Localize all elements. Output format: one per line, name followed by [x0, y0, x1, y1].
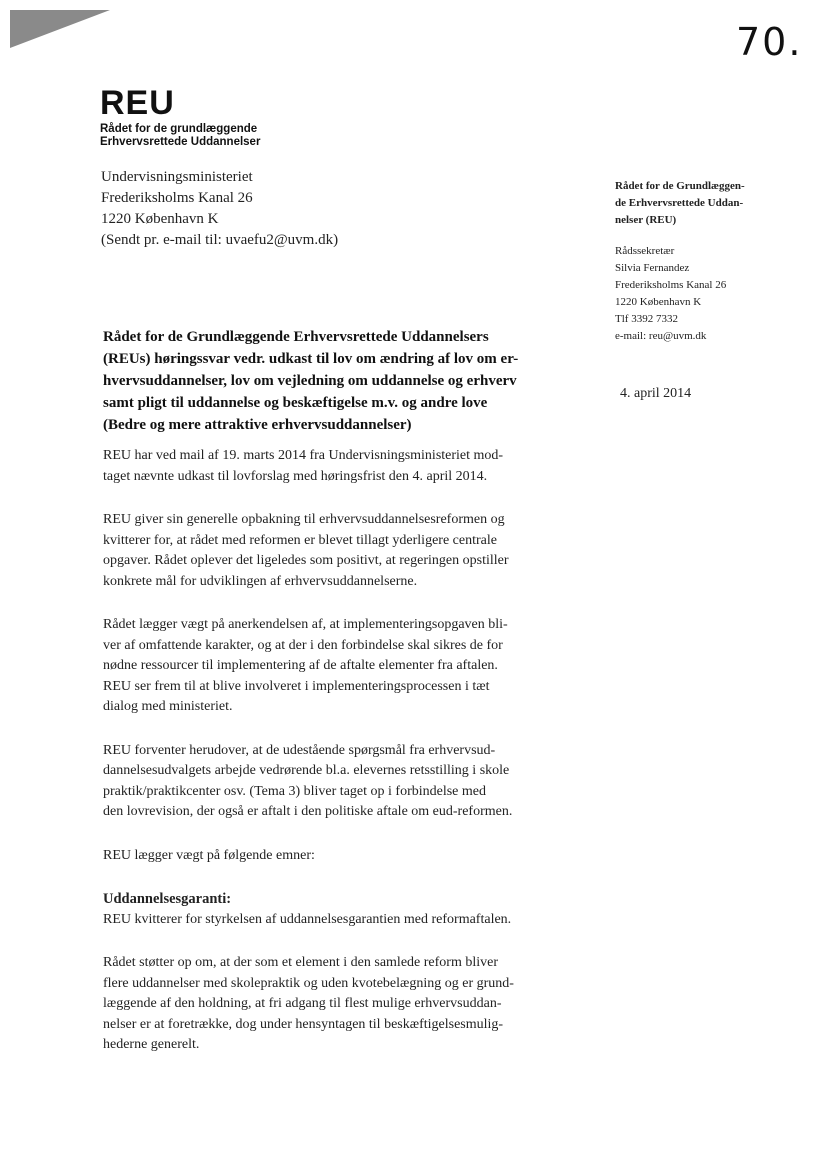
- subject-line: (REUs) høringssvar vedr. udkast til lov om ændring af lov om er-: [103, 351, 519, 367]
- body-paragraph: [103, 910, 558, 931]
- body-line: kvitterer for, at rådet med reformen er blevet tillagt yderligere centrale: [103, 532, 497, 548]
- body-paragraph: [103, 615, 558, 718]
- body-line: dannelsesudvalgets arbejde vedrørende bl.a. elevernes retsstilling i skole: [103, 763, 510, 778]
- body-line: praktik/praktikcenter osv. (Tema 3) bliver taget op i forbindelse med: [103, 783, 486, 799]
- recipient-line: Frederiksholms Kanal 26: [101, 190, 253, 206]
- letter-date: 4. april 2014: [620, 386, 692, 401]
- recipient-address: [101, 167, 338, 251]
- sender-organization: [615, 178, 805, 229]
- logo-subtitle-line: Erhvervsrettede Uddannelser: [100, 136, 261, 148]
- scan-corner-mark: [10, 10, 110, 48]
- logo-title: REU: [100, 84, 175, 122]
- letter-body: [103, 446, 558, 1079]
- section-heading: Uddannelsesgaranti:: [103, 891, 232, 907]
- sender-org-line: Rådet for de Grundlæggen-: [615, 180, 745, 192]
- subject-line: (Bedre og mere attraktive erhvervsuddannelser): [103, 417, 412, 433]
- body-line: REU forventer herudover, at de udestående spørgsmål fra erhvervsud-: [103, 742, 496, 758]
- body-line: Rådet lægger vægt på anerkendelsen af, at implementeringsopgaven bli-: [103, 617, 508, 632]
- sender-line: Tlf 3392 7332: [615, 313, 678, 325]
- body-line: flere uddannelser med skolepraktik og uden kvotebelægning og er grund-: [103, 975, 514, 991]
- body-line: læggende af den holdning, at fri adgang til flest mulige erhvervsuddan-: [103, 996, 502, 1011]
- body-paragraph: [103, 741, 558, 823]
- body-paragraph: [103, 953, 558, 1056]
- sender-block: [615, 178, 805, 345]
- sender-email: e-mail: reu@uvm.dk: [615, 330, 707, 342]
- subject-line: hvervsuddannelser, lov om vejledning om uddannelse og erhverv: [103, 373, 517, 389]
- sender-org-line: nelser (REU): [615, 214, 677, 226]
- body-line: ver af omfattende karakter, og at der i den forbindelse skal sikres de for: [103, 637, 503, 653]
- body-line: taget nævnte udkast til lovforslag med høringsfrist den 4. april 2014.: [103, 468, 488, 484]
- body-line: REU kvitterer for styrkelsen af uddannelsesgarantien med reformaftalen.: [103, 911, 512, 927]
- handwritten-page-number: 70.: [736, 20, 803, 64]
- body-line: dialog med ministeriet.: [103, 699, 233, 714]
- sender-org-line: de Erhvervsrettede Uddan-: [615, 197, 744, 209]
- recipient-line: 1220 København K: [101, 211, 219, 227]
- body-line: REU har ved mail af 19. marts 2014 fra Undervisningsministeriet mod-: [103, 448, 504, 463]
- recipient-line: (Sendt pr. e-mail til: uvaefu2@uvm.dk): [101, 232, 339, 248]
- subject-line: samt pligt til uddannelse og beskæftigelse m.v. og andre love: [103, 395, 488, 411]
- recipient-line: Undervisningsministeriet: [101, 169, 253, 185]
- sender-line: 1220 København K: [615, 296, 702, 308]
- body-line: konkrete mål for udviklingen af erhvervsuddannelserne.: [103, 573, 418, 589]
- body-line: hederne generelt.: [103, 1037, 200, 1052]
- sender-line: Rådssekretær: [615, 245, 675, 257]
- letter-subject: [103, 326, 543, 436]
- body-line: opgaver. Rådet oplever det ligeledes som positivt, at regeringen opstiller: [103, 553, 509, 568]
- logo-subtitle: [100, 123, 260, 149]
- body-paragraph: [103, 446, 558, 487]
- logo-subtitle-line: Rådet for de grundlæggende: [100, 123, 258, 135]
- body-line: nødne ressourcer til implementering af de aftalte elementer fra aftalen.: [103, 658, 498, 673]
- body-line: Rådet støtter op om, at der som et element i den samlede reform bliver: [103, 955, 498, 970]
- body-paragraph: [103, 510, 558, 592]
- body-line: den lovrevision, der også er aftalt i den politiske aftale om eud-reformen.: [103, 804, 513, 819]
- body-line: REU ser frem til at blive involveret i implementeringsprocessen i tæt: [103, 678, 490, 694]
- sender-line: Silvia Fernandez: [615, 262, 690, 274]
- sender-line: Frederiksholms Kanal 26: [615, 279, 727, 291]
- body-line: REU lægger vægt på følgende emner:: [103, 847, 315, 863]
- body-line: nelser er at foretrække, dog under hensyntagen til beskæftigelsesmulig-: [103, 1016, 504, 1032]
- body-line: REU giver sin generelle opbakning til erhvervsuddannelsesreformen og: [103, 512, 505, 527]
- body-paragraph: [103, 846, 558, 867]
- subject-line: Rådet for de Grundlæggende Erhvervsrettede Uddannelsers: [103, 329, 489, 345]
